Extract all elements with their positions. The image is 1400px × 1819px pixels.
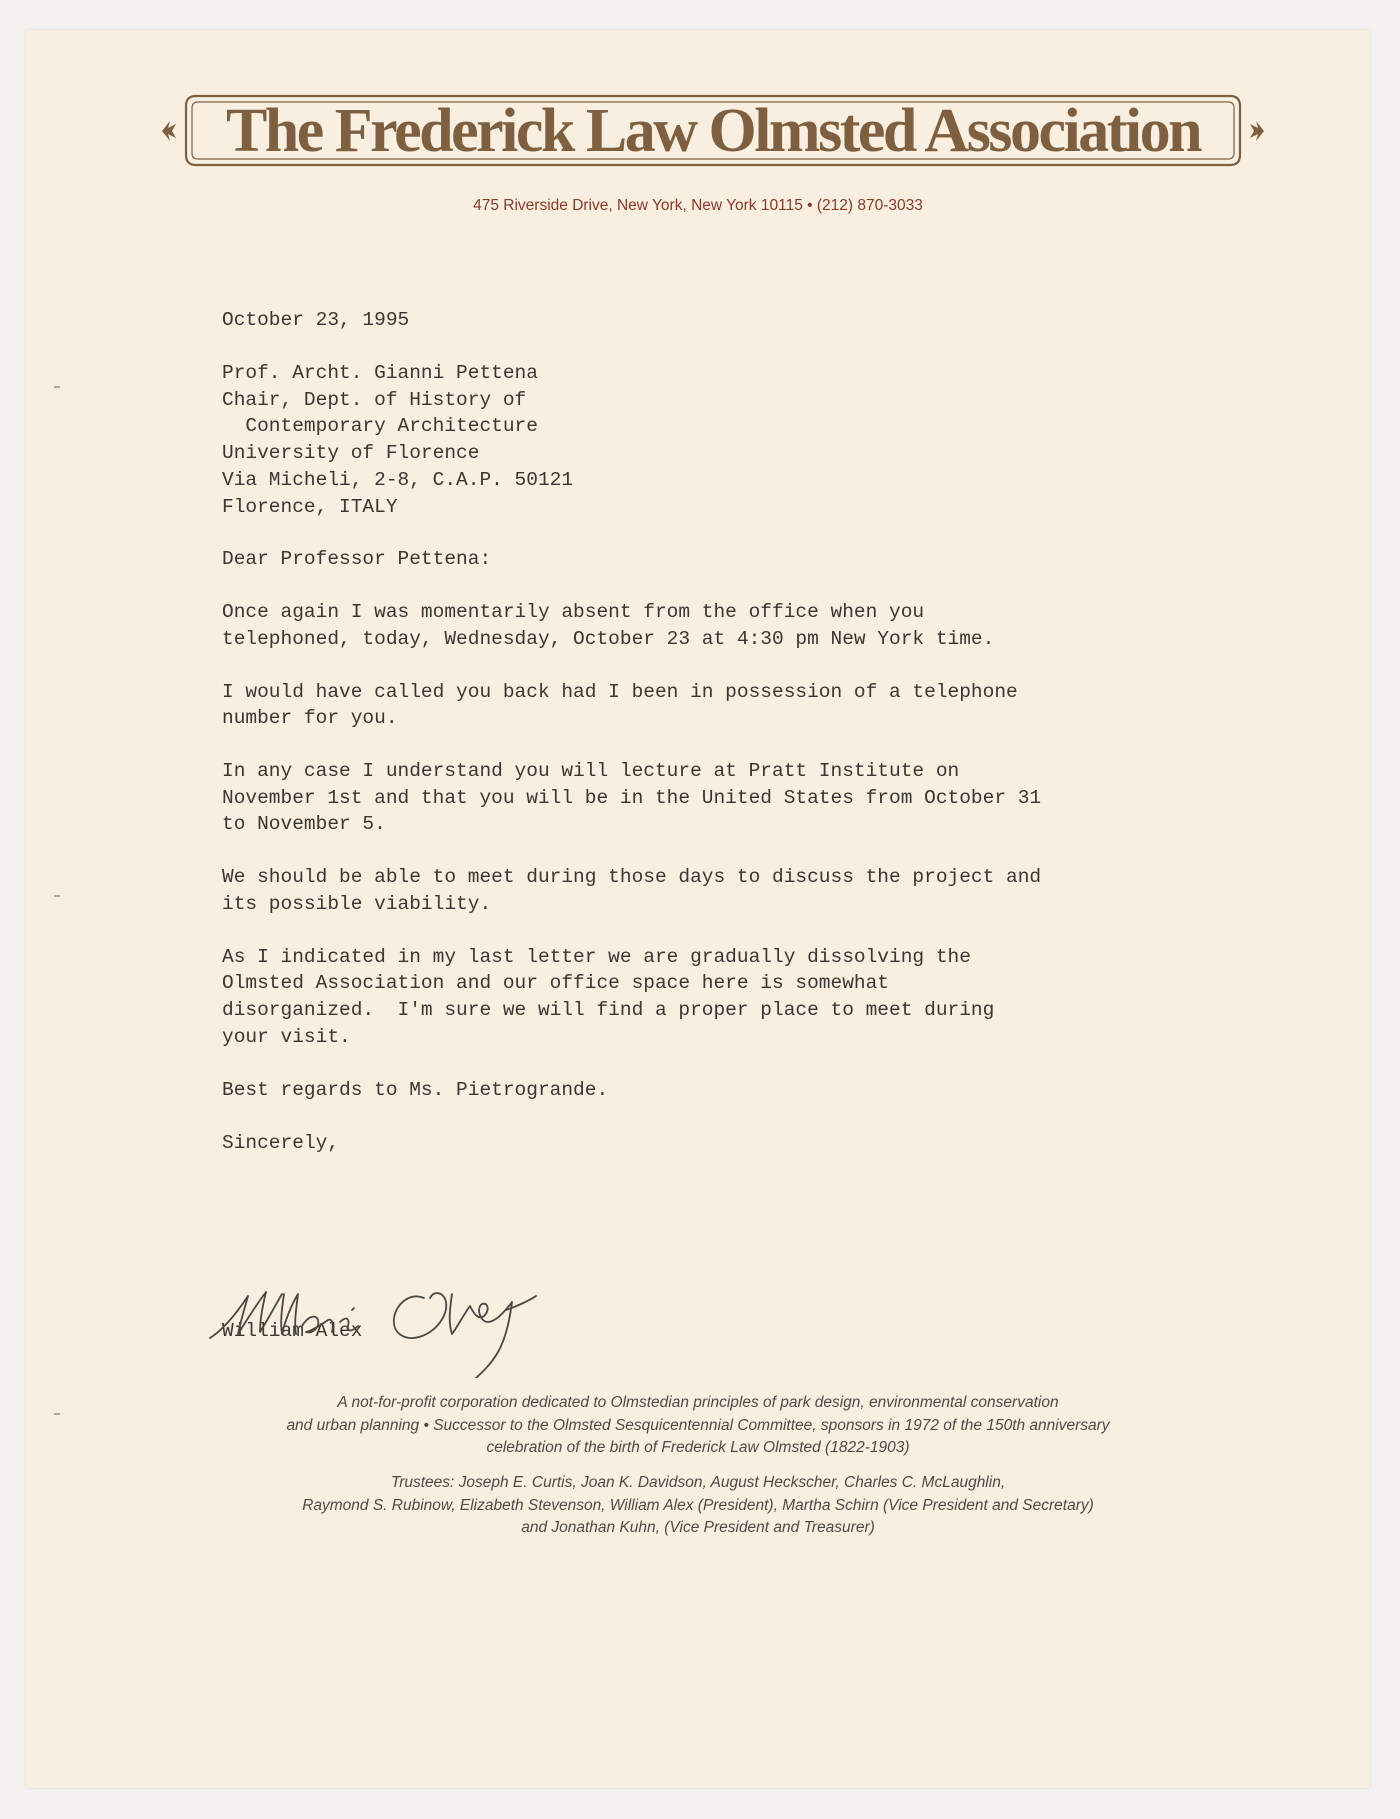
paper-mark	[54, 1413, 60, 1415]
closing: Sincerely,	[222, 1131, 340, 1154]
paragraph-line: Olmsted Association and our office space here is somewhat	[222, 972, 890, 995]
paragraph-line: In any case I understand you will lecture at Pratt Institute on	[222, 760, 960, 782]
recipient-line: Via Micheli, 2-8, C.A.P. 50121	[222, 468, 574, 491]
letterhead-address: 475 Riverside Drive, New York, New York 10115 • (212) 870-3033	[473, 197, 923, 214]
paragraph-line: November 1st and that you will be in the United States from October 31	[222, 786, 1042, 809]
footer-trustees	[26, 1472, 1370, 1540]
recipient-line: Contemporary Architecture	[222, 415, 538, 438]
paragraph-line: your visit.	[222, 1025, 351, 1048]
paragraph-line: As I indicated in my last letter we are gradually dissolving the	[222, 945, 971, 968]
recipient-line: Florence, ITALY	[222, 495, 398, 518]
paragraph-line: We should be able to meet during those days to discuss the project and	[222, 866, 1042, 888]
paragraph-line: telephoned, today, Wednesday, October 23 at 4:30 pm New York time.	[222, 627, 995, 650]
paragraph-line: number for you.	[222, 707, 398, 730]
paragraph-line: Once again I was momentarily absent from the office when you	[222, 601, 925, 623]
signer-name: William Alex	[222, 1320, 363, 1342]
recipient-line: Prof. Archt. Gianni Pettena	[222, 362, 538, 384]
letter-sheet	[26, 30, 1370, 1788]
paragraph-line: Best regards to Ms. Pietrogrande.	[222, 1078, 609, 1101]
organization-name: The Frederick Law Olmsted Association	[225, 96, 1201, 165]
footer-trustees-line: Trustees: Joseph E. Curtis, Joan K. Davidson, August Heckscher, Charles C. McLaughlin,	[390, 1474, 1006, 1491]
right-ornament-icon	[1240, 116, 1266, 146]
letterhead-masthead	[174, 94, 1252, 167]
footer-mission-line: and urban planning • Successor to the Olmsted Sesquicentennial Committee, sponsors in 1972 of the 150th anniversary	[286, 1416, 1110, 1434]
paper-mark	[54, 895, 60, 897]
paragraph-line: its possible viability.	[222, 892, 492, 915]
paragraph-line: disorganized. I'm sure we will find a proper place to meet during	[222, 998, 995, 1021]
footer-trustees-line: and Jonathan Kuhn, (Vice President and Treasurer)	[521, 1519, 875, 1536]
salutation: Dear Professor Pettena:	[222, 548, 492, 570]
letter-date: October 23, 1995	[222, 309, 410, 331]
handwritten-signature-icon	[206, 1248, 566, 1378]
paragraph-line: to November 5.	[222, 813, 386, 836]
paragraph-line: I would have called you back had I been in possession of a telephone	[222, 680, 1018, 703]
footer-mission-line: celebration of the birth of Frederick Law Olmsted (1822-1903)	[486, 1439, 910, 1456]
footer-mission-line: A not-for-profit corporation dedicated to Olmstedian principles of park design, environmental conservation	[337, 1394, 1059, 1411]
footer-trustees-line: Raymond S. Rubinow, Elizabeth Stevenson, William Alex (President), Martha Schirn (Vice President and Secretary)	[302, 1496, 1094, 1514]
recipient-line: Chair, Dept. of History of	[222, 388, 527, 411]
recipient-line: University of Florence	[222, 442, 480, 465]
left-ornament-icon	[160, 116, 186, 146]
paper-mark	[54, 386, 60, 388]
footer-mission	[26, 1392, 1370, 1460]
